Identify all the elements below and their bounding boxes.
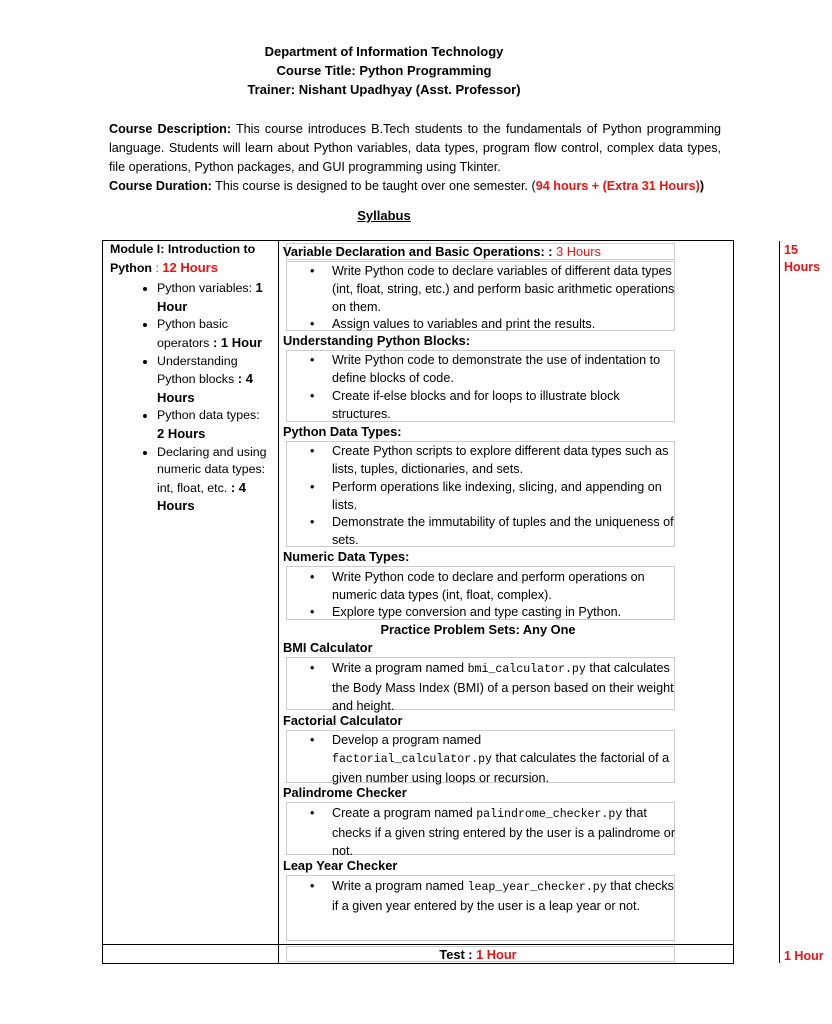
description-text: This course introduces B.Tech students to the fundamentals of Python programming language. Students will learn about Python variables, data types, program flow control, complex data types, file operations, Python packages, and GUI programming using Tkinter. bbox=[109, 122, 721, 174]
topic-item: • Python data types: 2 Hours bbox=[157, 407, 275, 443]
topic-item: • Understanding Python blocks : 4 Hours bbox=[157, 353, 275, 408]
module-cell bbox=[110, 241, 275, 516]
problem-title: BMI Calculator bbox=[283, 640, 373, 655]
test-row: Test : 1 Hour bbox=[439, 947, 517, 962]
course-title: Course Title: Python Programming bbox=[276, 63, 492, 78]
duration-hours: 94 hours + (Extra 31 Hours) bbox=[535, 179, 700, 193]
column-divider bbox=[779, 241, 780, 963]
section-title: Python Data Types: bbox=[283, 424, 402, 439]
test-total-hours: 1 Hour bbox=[784, 949, 824, 963]
duration-label: Course Duration: bbox=[109, 179, 212, 193]
problem-title: Palindrome Checker bbox=[283, 785, 407, 800]
topic-item: • Python basic operators : 1 Hour bbox=[157, 316, 275, 352]
topic-item: • Declaring and using numeric data types: int, float, etc. : 4 Hours bbox=[157, 444, 275, 516]
course-description bbox=[109, 120, 721, 196]
trainer-line: Trainer: Nishant Upadhyay (Asst. Professor) bbox=[247, 82, 521, 97]
section-title: Numeric Data Types: bbox=[283, 549, 410, 564]
column-divider bbox=[278, 241, 279, 963]
section-title: Variable Declaration and Basic Operations: : 3 Hours bbox=[283, 244, 601, 259]
module-topics bbox=[110, 279, 275, 516]
syllabus-title: Syllabus bbox=[357, 208, 411, 223]
module-title: Module I: Introduction to bbox=[110, 242, 256, 256]
duration-text: This course is designed to be taught over one semester. ( bbox=[211, 179, 536, 193]
department-heading: Department of Information Technology bbox=[264, 44, 504, 59]
topic-item: • Python variables: 1 Hour bbox=[157, 279, 275, 316]
description-label: Course Description: bbox=[109, 122, 232, 136]
module-subtitle: Python : 12 Hours bbox=[110, 259, 218, 275]
problem-title: Leap Year Checker bbox=[283, 858, 398, 873]
duration-close: ) bbox=[699, 179, 705, 193]
practice-heading: Practice Problem Sets: Any One bbox=[380, 622, 576, 637]
row-divider bbox=[103, 944, 733, 945]
section-title: Understanding Python Blocks: bbox=[283, 333, 470, 348]
module-total-hours: 15 Hours bbox=[784, 243, 821, 274]
problem-title: Factorial Calculator bbox=[283, 713, 403, 728]
